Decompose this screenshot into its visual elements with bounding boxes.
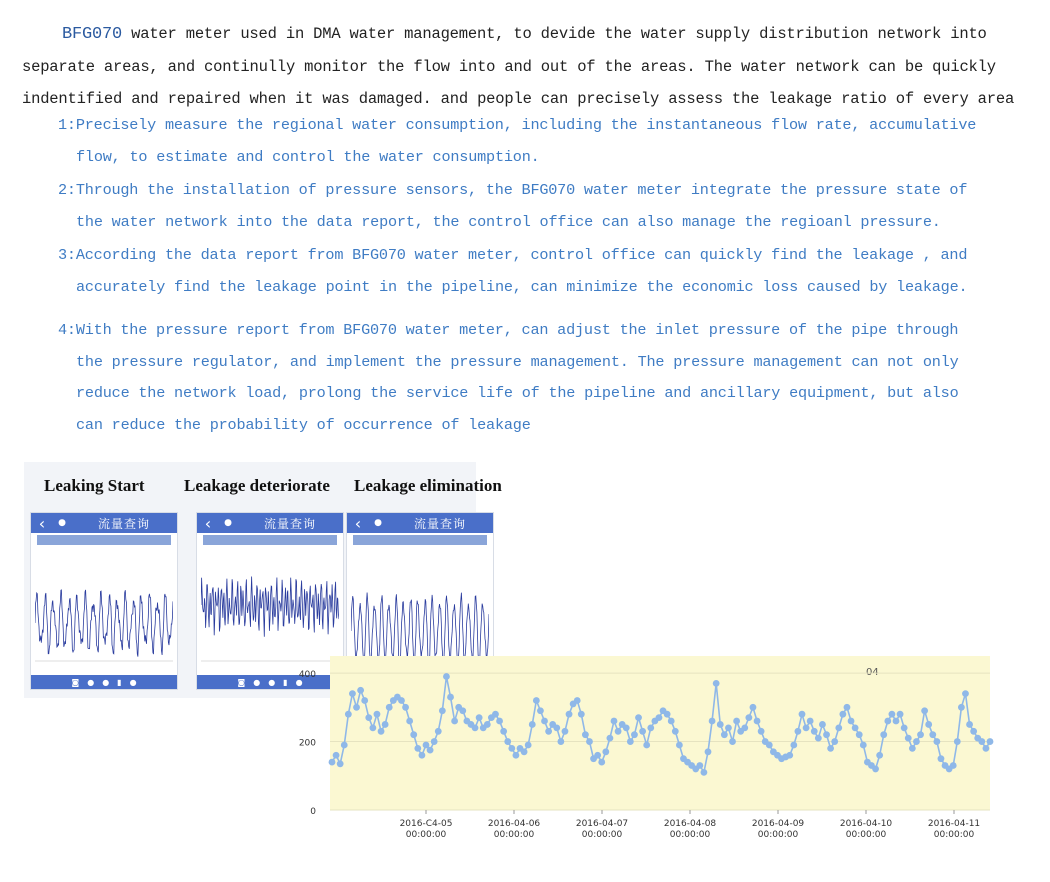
data-point (897, 711, 904, 718)
x-tick-time: 00:00:00 (405, 830, 447, 840)
data-point (369, 724, 376, 731)
data-point (848, 718, 855, 725)
app-title: 流量查询 (97, 516, 150, 531)
data-point (525, 742, 532, 749)
data-point (361, 697, 368, 704)
data-point (643, 742, 650, 749)
data-point (414, 745, 421, 752)
data-point (582, 731, 589, 738)
pin-icon: ● (253, 677, 261, 687)
location-icon: ● (58, 518, 66, 528)
data-point (983, 745, 990, 752)
data-point (476, 714, 483, 721)
data-point (553, 724, 560, 731)
x-tick-time: 00:00:00 (669, 830, 711, 840)
info-icon: ● (268, 677, 276, 687)
data-point (521, 748, 528, 755)
data-point (876, 752, 883, 759)
data-point (962, 690, 969, 697)
data-point (578, 711, 585, 718)
data-point (839, 711, 846, 718)
intro-line-1 (22, 18, 1032, 51)
intro-paragraph (22, 18, 1032, 115)
data-point (439, 707, 446, 714)
data-point (745, 714, 752, 721)
data-point (729, 738, 736, 745)
data-point (929, 731, 936, 738)
data-point (696, 762, 703, 769)
data-point (921, 707, 928, 714)
data-point (639, 728, 646, 735)
data-point (545, 728, 552, 735)
data-point (933, 738, 940, 745)
data-point (529, 721, 536, 728)
data-point (443, 673, 450, 680)
data-point (574, 697, 581, 704)
data-point (741, 724, 748, 731)
feature-text: 2:Through the installation of pressure sensors, the BFG070 water meter integrate the pressure state of (58, 181, 968, 199)
waveform (35, 590, 173, 657)
phone-footer (31, 675, 177, 689)
x-tick-label: 2016-04-11 (927, 819, 981, 829)
x-tick-time: 00:00:00 (845, 830, 887, 840)
x-tick-time: 00:00:00 (581, 830, 623, 840)
data-point (451, 718, 458, 725)
data-point (623, 724, 630, 731)
signal-icon: ▮ (117, 677, 122, 687)
data-point (607, 735, 614, 742)
data-point (435, 728, 442, 735)
data-point (799, 711, 806, 718)
app-title: 流量查询 (413, 516, 466, 531)
data-point (721, 731, 728, 738)
data-point (484, 721, 491, 728)
data-point (893, 718, 900, 725)
data-point (472, 724, 479, 731)
location-icon: ● (374, 518, 382, 528)
data-point (758, 728, 765, 735)
menu-icon: ● (129, 677, 137, 687)
data-point (835, 724, 842, 731)
brand-name: BFG070 (62, 25, 123, 44)
data-point (557, 738, 564, 745)
feature-text: can reduce the probability of occurrence of leakage (76, 415, 531, 434)
feature-point-3 (58, 240, 1018, 303)
data-point (950, 762, 957, 769)
flow-plot-start (35, 553, 173, 665)
pin-icon: ● (87, 677, 95, 687)
data-point (500, 728, 507, 735)
back-icon: ‹ (38, 513, 46, 533)
data-point (382, 721, 389, 728)
data-point (905, 735, 912, 742)
x-tick-label: 2016-04-08 (663, 819, 717, 829)
data-point (909, 745, 916, 752)
band-label: 04 (866, 667, 879, 678)
data-point (844, 704, 851, 711)
data-point (713, 680, 720, 687)
feature-text: accurately find the leakage point in the pipeline, can minimize the economic loss caused by leakage. (76, 277, 968, 296)
x-tick-label: 2016-04-09 (751, 819, 805, 829)
x-tick-time: 00:00:00 (493, 830, 535, 840)
data-point (513, 752, 520, 759)
intro-line-3: indentified and repaired when it was damaged. and people can precisely assess the leakage ratio of every area (22, 90, 1015, 108)
data-point (913, 738, 920, 745)
camera-icon: ◙ (71, 677, 80, 687)
feature-text: 4:With the pressure report from BFG070 water meter, can adjust the inlet pressure of the pipe through (58, 321, 959, 339)
x-tick-label: 2016-C4-05 (399, 819, 453, 829)
data-point (790, 742, 797, 749)
data-point (374, 711, 381, 718)
data-point (627, 738, 634, 745)
signal-icon: ▮ (283, 677, 288, 687)
data-point (880, 731, 887, 738)
data-point (357, 687, 364, 694)
data-point (852, 724, 859, 731)
data-point (709, 718, 716, 725)
data-point (398, 697, 405, 704)
label-leakage-elimination: Leakage elimination (354, 476, 502, 495)
data-point (365, 714, 372, 721)
feature-text: reduce the network load, prolong the service life of the pipeline and ancillary equipment, but also (76, 384, 959, 402)
data-point (349, 690, 356, 697)
data-point (345, 711, 352, 718)
data-point (889, 711, 896, 718)
data-point (901, 724, 908, 731)
date-selector (353, 535, 487, 545)
data-point (566, 711, 573, 718)
data-point (925, 721, 932, 728)
data-point (537, 707, 544, 714)
feature-point-4 (58, 315, 1018, 441)
info-icon: ● (102, 677, 110, 687)
data-point (811, 728, 818, 735)
data-point (541, 718, 548, 725)
intro-line-1-text: water meter used in DMA water management, to devide the water supply distribution network into (122, 25, 987, 43)
menu-icon: ● (295, 677, 303, 687)
data-point (508, 745, 515, 752)
data-point (970, 728, 977, 735)
x-tick-time: 00:00:00 (757, 830, 799, 840)
data-point (615, 728, 622, 735)
feature-point-2 (58, 175, 1018, 238)
data-point (795, 728, 802, 735)
data-point (717, 721, 724, 728)
data-point (672, 728, 679, 735)
data-point (533, 697, 540, 704)
data-point (819, 721, 826, 728)
data-point (766, 742, 773, 749)
data-point (598, 759, 605, 766)
data-point (823, 731, 830, 738)
data-point (602, 748, 609, 755)
data-point (631, 731, 638, 738)
data-point (635, 714, 642, 721)
data-point (656, 714, 663, 721)
data-point (884, 718, 891, 725)
data-point (786, 752, 793, 759)
label-leaking-start: Leaking Start (44, 476, 145, 495)
data-point (958, 704, 965, 711)
data-point (647, 724, 654, 731)
feature-text: the water network into the data report, the control office can also manage the regioanl pressure. (76, 212, 941, 231)
data-point (701, 769, 708, 776)
data-point (562, 728, 569, 735)
y-tick-label: 0 (310, 807, 316, 817)
data-point (402, 704, 409, 711)
data-point (586, 738, 593, 745)
data-point (978, 738, 985, 745)
location-icon: ● (224, 518, 232, 528)
phone-screenshot-start (30, 512, 178, 690)
data-point (856, 731, 863, 738)
data-point (410, 731, 417, 738)
data-point (725, 724, 732, 731)
camera-icon: ◙ (237, 677, 246, 687)
y-tick-label: 200 (298, 738, 316, 749)
data-point (917, 731, 924, 738)
data-point (341, 742, 348, 749)
data-point (459, 707, 466, 714)
data-point (668, 718, 675, 725)
intro-line-2: separate areas, and continully monitor the flow into and out of the areas. The water network can be quickly (22, 58, 996, 76)
date-selector (37, 535, 171, 545)
data-point (987, 738, 994, 745)
data-point (353, 704, 360, 711)
feature-text: flow, to estimate and control the water consumption. (76, 147, 540, 166)
label-leakage-deteriorate: Leakage deteriorate (184, 476, 330, 495)
data-point (966, 721, 973, 728)
data-point (954, 738, 961, 745)
data-point (496, 718, 503, 725)
x-tick-label: 2016-04-07 (575, 819, 629, 829)
data-point (872, 766, 879, 773)
data-point (447, 694, 454, 701)
feature-text: the pressure regulator, and implement the pressure management. The pressure management can not only (76, 352, 959, 371)
data-point (807, 718, 814, 725)
data-point (594, 752, 601, 759)
data-point (333, 752, 340, 759)
data-point (705, 748, 712, 755)
date-selector (203, 535, 337, 545)
feature-text: 3:According the data report from BFG070 water meter, control office can quickly find the leakage , and (58, 246, 968, 264)
data-point (406, 718, 413, 725)
data-point (938, 755, 945, 762)
data-point (419, 752, 426, 759)
data-point (378, 728, 385, 735)
data-point (664, 711, 671, 718)
data-point (750, 704, 757, 711)
y-tick-label: 400 (298, 670, 316, 681)
back-icon: ‹ (354, 513, 362, 533)
data-point (754, 718, 761, 725)
data-point (815, 735, 822, 742)
app-title: 流量查询 (263, 516, 316, 531)
back-icon: ‹ (204, 513, 212, 533)
feature-text: 1:Precisely measure the regional water consumption, including the instantaneous flow rate, accumulative (58, 116, 977, 134)
data-point (733, 718, 740, 725)
data-point (611, 718, 618, 725)
pressure-line-chart (290, 648, 1000, 848)
x-tick-label: 2016-04-10 (839, 819, 893, 829)
data-point (386, 704, 393, 711)
chart-band (330, 656, 990, 810)
waveform (201, 577, 339, 637)
data-point (803, 724, 810, 731)
data-point (504, 738, 511, 745)
data-point (860, 742, 867, 749)
x-tick-label: 2016-04-06 (487, 819, 541, 829)
data-point (337, 760, 344, 767)
feature-list (58, 110, 1018, 443)
data-point (427, 747, 434, 754)
data-point (431, 738, 438, 745)
data-point (831, 738, 838, 745)
data-point (492, 711, 499, 718)
data-point (676, 742, 683, 749)
data-point (329, 759, 336, 766)
feature-point-1 (58, 110, 1018, 173)
x-tick-time: 00:00:00 (933, 830, 975, 840)
data-point (827, 745, 834, 752)
